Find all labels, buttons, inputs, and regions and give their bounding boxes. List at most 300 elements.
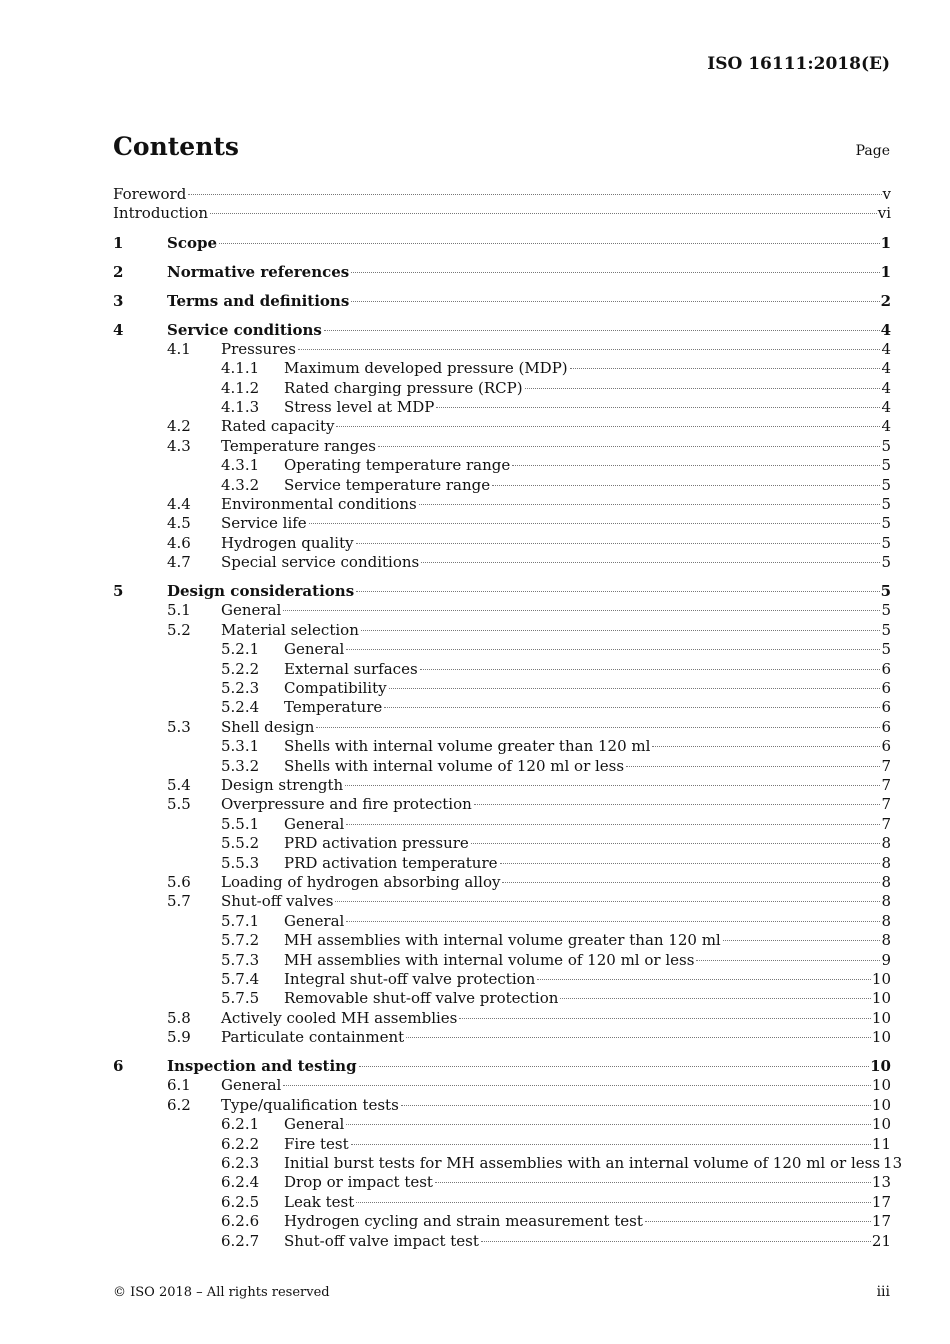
dot-leader [298, 349, 881, 350]
copyright-notice: © ISO 2018 – All rights reserved [113, 1285, 330, 1300]
toc-entry[interactable] [113, 476, 891, 495]
toc-entry[interactable] [113, 1115, 891, 1134]
dot-leader [500, 863, 881, 864]
toc-entry[interactable] [113, 912, 891, 931]
toc-entry-number: 4.2 [167, 417, 191, 436]
toc-entry-line [284, 1173, 891, 1192]
toc-entry-title: General [284, 640, 345, 659]
dot-leader [346, 824, 880, 825]
toc-entry[interactable] [113, 379, 891, 398]
toc-entry-title: Introduction [113, 204, 208, 223]
toc-entry-number: 4.1.2 [221, 378, 260, 397]
dot-leader [525, 388, 881, 389]
toc-entry-line [284, 640, 891, 659]
toc-entry-line [167, 233, 891, 253]
toc-entry-page: vi [877, 204, 891, 223]
toc-entry[interactable] [113, 553, 891, 572]
toc-entry-line [221, 718, 891, 737]
toc-entry-page: 4 [881, 417, 891, 436]
dot-leader [560, 998, 870, 999]
toc-entry-title: Rated charging pressure (RCP) [284, 378, 523, 397]
toc-entry-title: General [221, 1076, 282, 1095]
toc-entry-title: Hydrogen cycling and strain measurement test [284, 1212, 643, 1231]
toc-entry-title: MH assemblies with internal volume greater than 120 ml [284, 931, 721, 950]
toc-entry-title: Temperature ranges [221, 436, 376, 455]
dot-leader [512, 465, 880, 466]
toc-entry-number: 5.3 [167, 717, 191, 736]
toc-entry-line [221, 795, 891, 814]
toc-entry-title: Pressures [221, 339, 296, 358]
toc-entry[interactable] [113, 204, 891, 223]
toc-entry-title: Environmental conditions [221, 494, 417, 513]
toc-entry[interactable] [113, 1076, 891, 1095]
dot-leader [419, 504, 881, 505]
toc-entry[interactable] [113, 495, 891, 514]
dot-leader [210, 213, 877, 214]
toc-entry-line [113, 185, 891, 204]
toc-entry[interactable] [113, 1154, 903, 1173]
dot-leader [351, 301, 879, 302]
dot-leader [346, 1124, 871, 1125]
toc-entry-line [284, 1193, 891, 1212]
toc-entry[interactable] [113, 417, 891, 436]
toc-entry-line [167, 291, 891, 311]
toc-entry-number: 6.2.2 [221, 1134, 260, 1153]
toc-entry-line [284, 912, 891, 931]
toc-entry-page: 6 [881, 717, 891, 736]
toc-entry-number: 5.6 [167, 872, 191, 891]
toc-entry-page: 1 [880, 262, 891, 281]
dot-leader [324, 330, 880, 331]
toc-entry-page: 4 [881, 378, 891, 397]
toc-entry-page: 13 [871, 1173, 891, 1192]
dot-leader [401, 1105, 871, 1106]
toc-entry-page: 10 [871, 1028, 891, 1047]
toc-entry-title: Foreword [113, 185, 187, 203]
toc-entry[interactable] [113, 873, 891, 892]
toc-entry-page: 5 [881, 494, 891, 513]
toc-entry-number: 6.2.1 [221, 1115, 260, 1134]
toc-entry[interactable] [113, 679, 891, 698]
toc-entry[interactable] [113, 989, 891, 1008]
toc-entry[interactable] [113, 233, 891, 253]
toc-entry[interactable] [113, 737, 891, 756]
toc-entry-line [284, 815, 891, 834]
toc-entry-page: 4 [881, 339, 891, 358]
dot-leader [188, 194, 881, 195]
toc-entry[interactable] [113, 757, 891, 776]
dot-leader [471, 843, 881, 844]
dot-leader [336, 426, 880, 427]
toc-entry-number: 5.2.2 [221, 659, 260, 678]
toc-entry[interactable] [113, 262, 891, 282]
toc-entry-page: 10 [871, 1008, 891, 1027]
toc-entry-line [221, 873, 891, 892]
toc-entry-title: Actively cooled MH assemblies [221, 1008, 458, 1027]
toc-entry[interactable] [113, 581, 891, 601]
toc-entry-line [221, 601, 891, 620]
toc-entry-line [284, 359, 891, 378]
toc-entry-page: 17 [871, 1212, 891, 1231]
toc-entry-line [221, 495, 891, 514]
toc-entry-page: 5 [881, 456, 891, 475]
toc-entry-title: Shells with internal volume of 120 ml or less [284, 756, 625, 775]
toc-entry-line [284, 476, 891, 495]
toc-entry[interactable] [113, 795, 891, 814]
toc-entry-number: 5.7.5 [221, 989, 260, 1008]
toc-entry-title: Particulate containment [221, 1028, 405, 1047]
toc-entry-line [284, 398, 891, 417]
toc-entry[interactable] [113, 1096, 891, 1115]
toc-entry-line [221, 621, 891, 640]
toc-entry-page: 5 [881, 475, 891, 494]
toc-entry-page: 6 [881, 679, 891, 698]
toc-entry[interactable] [113, 698, 891, 717]
toc-entry-number: 5.5.2 [221, 834, 260, 853]
document-id: ISO 16111:2018(E) [707, 54, 890, 74]
toc-entry[interactable] [113, 320, 891, 340]
toc-entry[interactable] [113, 1028, 891, 1047]
toc-entry-page: 4 [881, 359, 891, 378]
toc-entry-line [284, 1135, 891, 1154]
dot-leader [696, 960, 880, 961]
dot-leader [359, 1066, 870, 1067]
toc-entry[interactable] [113, 1135, 891, 1154]
toc-entry-page: 8 [881, 853, 891, 872]
dot-leader [351, 272, 879, 273]
dot-leader [626, 766, 880, 767]
dot-leader [389, 688, 881, 689]
toc-entry-title: Design strength [221, 775, 344, 794]
toc-entry-number: 5.9 [167, 1028, 191, 1047]
toc-entry[interactable] [113, 1009, 891, 1028]
toc-entry-title: External surfaces [284, 659, 418, 678]
toc-entry-number: 5.2.4 [221, 698, 260, 717]
toc-entry-page: 6 [881, 698, 891, 717]
toc-entry-number: 3 [113, 291, 124, 310]
toc-entry-line [284, 854, 891, 873]
toc-entry-title: Special service conditions [221, 553, 420, 572]
toc-entry-page: 5 [881, 620, 891, 639]
toc-entry-page: 5 [881, 436, 891, 455]
toc-entry-line [221, 1009, 891, 1028]
toc-entry-line [221, 1096, 891, 1115]
toc-entry-title: Service conditions [167, 320, 322, 339]
toc-entry-number: 6.2.5 [221, 1192, 260, 1211]
dot-leader [219, 243, 880, 244]
dot-leader [652, 746, 880, 747]
toc-entry-line [167, 581, 891, 601]
toc-entry-line [284, 970, 891, 989]
toc-entry-number: 5.2 [167, 620, 191, 639]
toc-entry-page: 5 [881, 553, 891, 572]
toc-entry-page: v [882, 185, 891, 203]
toc-entry-number: 1 [113, 233, 124, 252]
toc-entry-line [167, 1056, 891, 1076]
toc-entry-page: 6 [881, 659, 891, 678]
dot-leader [356, 591, 879, 592]
toc-entry[interactable] [113, 1193, 891, 1212]
toc-entry-page: 21 [871, 1231, 891, 1250]
toc-entry[interactable] [113, 1173, 891, 1192]
dot-leader [283, 1085, 871, 1086]
dot-leader [570, 368, 881, 369]
toc-entry[interactable] [113, 534, 891, 553]
toc-entry-line [221, 776, 891, 795]
toc-entry-page: 17 [871, 1192, 891, 1211]
toc-entry-title: Operating temperature range [284, 456, 511, 475]
toc-entry[interactable] [113, 776, 891, 795]
toc-entry-line [284, 931, 891, 950]
toc-entry-number: 6 [113, 1057, 124, 1076]
toc-entry-title: General [284, 911, 345, 930]
toc-entry-number: 6.2 [167, 1095, 191, 1114]
toc-entry-title: Compatibility [284, 679, 387, 698]
toc-entry-line [284, 660, 891, 679]
toc-entry-number: 5.8 [167, 1008, 191, 1027]
toc-entry-page: 9 [881, 950, 891, 969]
toc-entry[interactable] [113, 931, 891, 950]
toc-entry-page: 5 [881, 601, 891, 620]
toc-entry-number: 5.7.3 [221, 950, 260, 969]
toc-entry-number: 2 [113, 262, 124, 281]
dot-leader [645, 1221, 871, 1222]
dot-leader [492, 485, 880, 486]
toc-entry-line [221, 417, 891, 436]
dot-leader [435, 1182, 871, 1183]
toc-entry[interactable] [113, 718, 891, 737]
toc-entry-title: Leak test [284, 1192, 355, 1211]
toc-entry-page: 6 [881, 737, 891, 756]
toc-entry-title: Removable shut-off valve protection [284, 989, 559, 1008]
toc-entry[interactable] [113, 359, 891, 378]
toc-entry-number: 4.1.3 [221, 397, 260, 416]
toc-entry-page: 8 [881, 931, 891, 950]
page-title: Contents [113, 132, 240, 161]
toc-entry-page: 1 [880, 233, 891, 252]
toc-entry-number: 5.2.3 [221, 679, 260, 698]
toc-entry-number: 5.1 [167, 601, 191, 620]
toc-entry-page: 4 [880, 320, 891, 339]
toc-entry-line [284, 834, 891, 853]
toc-entry-number: 5.7.1 [221, 911, 260, 930]
toc-entry-line [167, 262, 891, 282]
toc-entry-page: 8 [881, 872, 891, 891]
toc-entry-number: 5.7.4 [221, 969, 260, 988]
toc-entry-title: Service temperature range [284, 475, 491, 494]
toc-entry-line [284, 379, 891, 398]
toc-entry-title: Rated capacity [221, 417, 335, 436]
toc-entry-page: 5 [880, 582, 891, 601]
toc-entry[interactable] [113, 456, 891, 475]
toc-entry-title: General [284, 1115, 345, 1134]
toc-entry-title: Fire test [284, 1134, 349, 1153]
toc-entry[interactable] [113, 601, 891, 620]
toc-entry-number: 5.4 [167, 775, 191, 794]
toc-entry-line [284, 951, 891, 970]
toc-entry-number: 6.2.4 [221, 1173, 260, 1192]
toc-entry-title: PRD activation temperature [284, 853, 498, 872]
toc-entry[interactable] [113, 185, 891, 204]
toc-entry-title: Hydrogen quality [221, 533, 354, 552]
toc-entry[interactable] [113, 514, 891, 533]
toc-entry-title: Shut-off valves [221, 892, 334, 911]
toc-entry[interactable] [113, 1056, 891, 1076]
toc-entry-page: 8 [881, 892, 891, 911]
toc-entry-page: 4 [881, 397, 891, 416]
toc-entry-page: 5 [881, 514, 891, 533]
toc-entry-page: 10 [871, 989, 891, 1008]
dot-leader [474, 804, 881, 805]
dot-leader [356, 543, 881, 544]
toc-entry-number: 6.2.7 [221, 1231, 260, 1250]
toc-entry-line [113, 204, 891, 223]
dot-leader [537, 979, 871, 980]
toc-entry-line [221, 534, 891, 553]
toc-entry-title: Loading of hydrogen absorbing alloy [221, 872, 501, 891]
toc-entry-page: 5 [881, 640, 891, 659]
dot-leader [420, 669, 881, 670]
toc-entry-title: Stress level at MDP [284, 397, 435, 416]
dot-leader [346, 921, 880, 922]
toc-entry[interactable] [113, 970, 891, 989]
toc-entry-title: Scope [167, 233, 218, 252]
toc-entry-page: 10 [870, 1057, 891, 1076]
page-number: iii [876, 1284, 890, 1300]
toc-entry-line [221, 514, 891, 533]
toc-entry[interactable] [113, 437, 891, 456]
toc-entry-page: 7 [881, 814, 891, 833]
toc-entry-page: 13 [883, 1154, 903, 1173]
toc-entry-number: 5.5.1 [221, 814, 260, 833]
toc-entry-number: 4.7 [167, 553, 191, 572]
toc-entry[interactable] [113, 398, 891, 417]
toc-entry-number: 4 [113, 320, 124, 339]
toc-entry-line [284, 1115, 891, 1134]
toc-entry-number: 4.3.1 [221, 456, 260, 475]
toc-entry[interactable] [113, 1212, 891, 1231]
toc-entry-title: Material selection [221, 620, 359, 639]
toc-entry-title: Temperature [284, 698, 383, 717]
toc-entry[interactable] [113, 340, 891, 359]
toc-entry-title: Inspection and testing [167, 1057, 357, 1076]
toc-entry-title: Shut-off valve impact test [284, 1231, 479, 1250]
toc-entry-page: 7 [881, 775, 891, 794]
toc-entry-line [284, 456, 891, 475]
dot-leader [345, 785, 880, 786]
dot-leader [436, 407, 880, 408]
toc-entry-line [284, 737, 891, 756]
dot-leader [309, 523, 881, 524]
dot-leader [356, 1202, 871, 1203]
toc-entry[interactable] [113, 660, 891, 679]
toc-entry-number: 5.5.3 [221, 853, 260, 872]
toc-entry-line [221, 553, 891, 572]
toc-entry-title: Type/qualification tests [221, 1095, 399, 1114]
toc-entry-number: 5.3.2 [221, 756, 260, 775]
toc-entry-title: General [284, 814, 345, 833]
toc-entry-page: 7 [881, 756, 891, 775]
toc-entry-page: 7 [881, 795, 891, 814]
toc-entry-title: Service life [221, 514, 307, 533]
dot-leader [481, 1241, 871, 1242]
toc-entry-number: 4.5 [167, 514, 191, 533]
toc-entry-line [221, 340, 891, 359]
toc-entry-page: 10 [871, 1115, 891, 1134]
toc-entry[interactable] [113, 854, 891, 873]
toc-entry[interactable] [113, 815, 891, 834]
dot-leader [361, 630, 881, 631]
toc-entry-number: 5.5 [167, 795, 191, 814]
toc-entry[interactable] [113, 834, 891, 853]
toc-entry-line [284, 989, 891, 1008]
toc-entry-line [221, 892, 891, 911]
toc-entry-page: 8 [881, 834, 891, 853]
toc-entry-title: Drop or impact test [284, 1173, 433, 1192]
toc-entry-number: 5.7.2 [221, 931, 260, 950]
toc-entry-line [284, 757, 891, 776]
toc-entry[interactable] [113, 892, 891, 911]
toc-entry-page: 10 [871, 969, 891, 988]
toc-entry-number: 4.6 [167, 533, 191, 552]
dot-leader [351, 1144, 871, 1145]
toc-entry-title: Initial burst tests for MH assemblies with an internal volume of 120 ml or less [284, 1154, 881, 1173]
toc-entry[interactable] [113, 951, 891, 970]
toc-entry-number: 4.1.1 [221, 359, 260, 378]
toc-entry[interactable] [113, 621, 891, 640]
toc-entry-line [284, 1232, 891, 1251]
toc-entry-title: Design considerations [167, 582, 355, 601]
toc-entry-page: 10 [871, 1076, 891, 1095]
toc-entry[interactable] [113, 1232, 891, 1251]
toc-entry-title: Integral shut-off valve protection [284, 969, 536, 988]
dot-leader [723, 940, 881, 941]
toc-entry-line [284, 1212, 891, 1231]
toc-entry-page: 2 [880, 291, 891, 310]
toc-entry-number: 4.1 [167, 339, 191, 358]
toc-entry[interactable] [113, 640, 891, 659]
toc-entry-number: 5 [113, 582, 124, 601]
toc-entry[interactable] [113, 291, 891, 311]
toc-entry-number: 6.2.6 [221, 1212, 260, 1231]
toc-entry-page: 5 [881, 533, 891, 552]
toc-entry-number: 5.2.1 [221, 640, 260, 659]
toc-entry-line [221, 1076, 891, 1095]
dot-leader [335, 901, 880, 902]
toc-entry-title: General [221, 601, 282, 620]
toc-entry-title: Normative references [167, 262, 350, 281]
toc-entry-title: Terms and definitions [167, 291, 350, 310]
dot-leader [384, 707, 880, 708]
toc-entry-title: Shells with internal volume greater than 120 ml [284, 737, 651, 756]
dot-leader [421, 562, 880, 563]
toc-entry-line [221, 1028, 891, 1047]
toc-entry-line [284, 698, 891, 717]
toc-entry-page: 8 [881, 911, 891, 930]
page-column-label: Page [855, 143, 890, 159]
dot-leader [316, 727, 880, 728]
toc-entry-number: 4.3.2 [221, 475, 260, 494]
dot-leader [346, 649, 880, 650]
toc-entry-number: 4.3 [167, 436, 191, 455]
dot-leader [378, 446, 880, 447]
toc-entry-number: 6.2.3 [221, 1154, 260, 1173]
table-of-contents [113, 185, 903, 1251]
toc-entry-line [167, 320, 891, 340]
dot-leader [459, 1018, 871, 1019]
dot-leader [502, 882, 880, 883]
toc-entry-number: 6.1 [167, 1076, 191, 1095]
